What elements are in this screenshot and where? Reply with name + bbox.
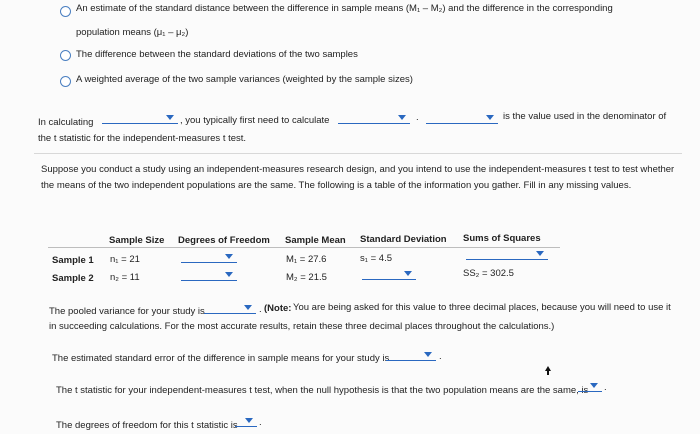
pooled-variance-dropdown[interactable] [204,303,256,314]
sample-2-df-dropdown[interactable] [181,270,237,281]
sample-2-size: n₂ = 11 [110,272,140,283]
scenario-line2: the means of the two independent populations are the same. The following is a table of the information you gather. Fill in any missing values. [41,180,632,191]
header-sample-mean: Sample Mean [285,235,346,246]
sample-1-df-dropdown[interactable] [181,252,237,263]
sample-2-sd-dropdown[interactable] [362,269,416,280]
chevron-down-icon [424,352,432,357]
header-sums-of-squares: Sums of Squares [463,233,541,244]
pooled-dot: . [259,304,262,315]
chevron-down-icon [166,115,174,120]
stderr-dropdown[interactable] [386,350,436,361]
tstat-dot: . [604,382,607,393]
sample-1-sd: s₁ = 4.5 [360,253,392,264]
stderr-text: The estimated standard error of the difference in sample means for your study is [52,353,390,364]
calc-suffix: is the value used in the denominator of [503,111,667,122]
row-label-sample-2: Sample 2 [52,273,94,284]
calc-prefix: In calculating [38,117,94,128]
header-degrees-of-freedom: Degrees of Freedom [178,235,270,246]
chevron-down-icon [245,418,253,423]
chevron-down-icon [404,271,412,276]
df-dot: . [259,417,262,428]
option-2-text: The difference between the standard deviations of the two samples [76,49,358,60]
calc-dropdown-3[interactable] [426,113,498,124]
sample-2-ss: SS₂ = 302.5 [463,268,514,279]
header-standard-deviation: Standard Deviation [360,234,447,245]
pooled-note-text: You are being asked for this value to three decimal places, because you will need to use it [293,302,671,313]
calc-middle: , you typically first need to calculate [180,115,330,126]
divider [34,153,682,154]
sample-1-size: n₁ = 21 [110,254,140,265]
scenario-line1: Suppose you conduct a study using an independent-measures research design, and you intend to use the independent-measures t test to test whether [41,164,675,175]
pooled-line2: in succeeding calculations. For the most accurate results, retain these three decimal places throughout the calculations.) [49,321,555,332]
chevron-down-icon [225,254,233,259]
option-3-text: A weighted average of the two sample variances (weighted by the sample sizes) [76,74,413,85]
option-radio-1[interactable] [60,6,71,17]
sample-1-mean: M₁ = 27.6 [286,254,327,265]
sample-1-ss-dropdown[interactable] [466,249,548,260]
calc-dropdown-1[interactable] [102,113,178,124]
calc-dropdown-2[interactable] [338,113,410,124]
option-radio-2[interactable] [60,50,71,61]
row-label-sample-1: Sample 1 [52,255,94,266]
pooled-prefix: The pooled variance for your study is [49,306,205,317]
option-1-text-line2: population means (μ₁ – μ₂) [76,27,189,38]
chevron-down-icon [536,251,544,256]
chevron-down-icon [244,305,252,310]
tstat-dropdown[interactable] [578,381,602,392]
df-text: The degrees of freedom for this t statistic is [56,420,238,431]
df-dropdown[interactable] [235,416,257,427]
mouse-cursor-icon [543,366,555,382]
stderr-dot: . [439,351,442,362]
tstat-text: The t statistic for your independent-measures t test, when the null hypothesis is that the two population means are the same, is [56,385,589,396]
header-sample-size: Sample Size [109,235,165,246]
pooled-note-label: (Note: [264,303,292,314]
option-radio-3[interactable] [60,76,71,87]
calc-line2: the t statistic for the independent-measures t test. [38,133,247,144]
sample-2-mean: M₂ = 21.5 [286,272,327,283]
chevron-down-icon [398,115,406,120]
option-1-text: An estimate of the standard distance between the difference in sample means (M₁ – M₂) and the difference in the corresponding [76,3,613,14]
chevron-down-icon [590,383,598,388]
chevron-down-icon [225,272,233,277]
calc-dot: . [416,112,419,123]
table-header-rule [48,247,560,248]
chevron-down-icon [486,115,494,120]
